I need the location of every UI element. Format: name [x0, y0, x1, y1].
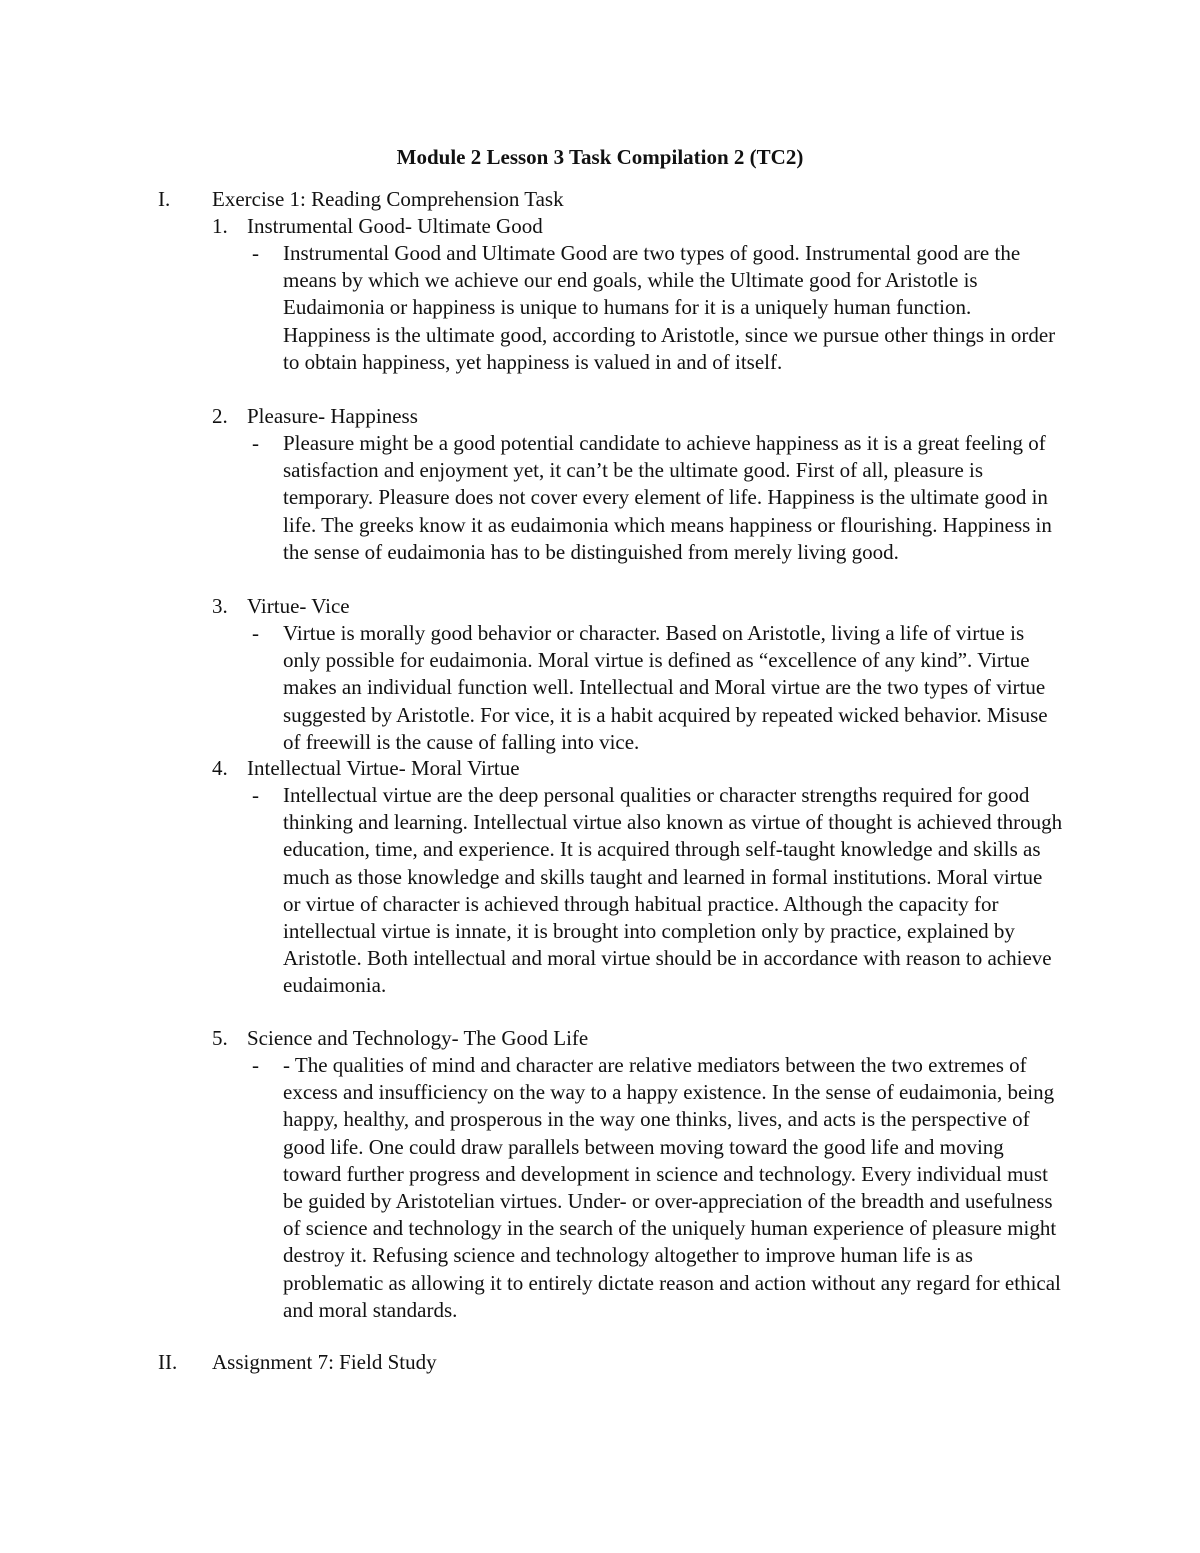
item-heading-text: Pleasure- Happiness [247, 404, 418, 428]
document-title: Module 2 Lesson 3 Task Compilation 2 (TC2) [396, 145, 804, 169]
bullet-paragraph: Intellectual virtue are the deep personal qualities or character strengths required for good thinking and learning. Intellectual virtue also known as virtue of thought is achieved through education, time, and experience. It is acquired through self-taught knowledge and skills as much as those knowledge and skills taught and learned in formal institutions. Moral virtue or virtue of character is achieved through habitual practice. Although the capacity for intellectual virtue is innate, it is brought into completion only by practice, explained by Aristotle. Both intellectual and moral virtue should be in accordance with reason to achieve eudaimonia. [283, 783, 1063, 998]
section-numeral: I. [158, 187, 171, 211]
bullet-dash: - [252, 783, 259, 807]
item-heading-text: Virtue- Vice [247, 594, 350, 618]
bullet-dash: - [252, 621, 259, 645]
bullet-paragraph: Pleasure might be a good potential candidate to achieve happiness as it is a great feeling of satisfaction and enjoyment yet, it can’t be the ultimate good. First of all, pleasure is temporary. Pleasure does not cover every element of life. Happiness is the ultimate good in life. The greeks know it as eudaimonia which means happiness or flourishing. Happiness in the sense of eudaimonia has to be distinguished from merely living good. [283, 431, 1052, 564]
item-number: 2. [212, 404, 228, 428]
section-heading-text: Assignment 7: Field Study [212, 1350, 437, 1374]
item-number: 3. [212, 594, 228, 618]
bullet-dash: - [252, 241, 259, 265]
section-heading-text: Exercise 1: Reading Comprehension Task [212, 187, 564, 211]
item-heading-text: Instrumental Good- Ultimate Good [247, 214, 543, 238]
item-heading-text: Intellectual Virtue- Moral Virtue [247, 756, 520, 780]
section-numeral: II. [158, 1350, 178, 1374]
item-number: 1. [212, 214, 228, 238]
bullet-paragraph: Virtue is morally good behavior or character. Based on Aristotle, living a life of virtue is only possible for eudaimonia. Moral virtue is defined as “excellence of any kind”. Virtue makes an individual function well. Intellectual and Moral virtue are the two types of virtue suggested by Aristotle. For vice, it is a habit acquired by repeated wicked behavior. Misuse of freewill is the cause of falling into vice. [283, 621, 1048, 754]
item-number: 5. [212, 1026, 228, 1050]
bullet-dash: - [252, 1053, 259, 1077]
bullet-paragraph: - The qualities of mind and character are relative mediators between the two extremes of excess and insufficiency on the way to a happy existence. In the sense of eudaimonia, being happy, healthy, and prosperous in the way one thinks, lives, and acts is the perspective of good life. One could draw parallels between moving toward the good life and moving toward further progress and development in science and technology. Every individual must be guided by Aristotelian virtues. Under- or over-appreciation of the breadth and usefulness of science and technology in the search of the uniquely human experience of pleasure might destroy it. Refusing science and technology altogether to improve human life is as problematic as allowing it to entirely dictate reason and action without any regard for ethical and moral standards. [283, 1053, 1061, 1322]
item-number: 4. [212, 756, 228, 780]
bullet-dash: - [252, 431, 259, 455]
item-heading-text: Science and Technology- The Good Life [247, 1026, 589, 1050]
bullet-paragraph: Instrumental Good and Ultimate Good are two types of good. Instrumental good are the means by which we achieve our end goals, while the Ultimate good for Aristotle is Eudaimonia or happiness is unique to humans for it is a uniquely human function. Happiness is the ultimate good, according to Aristotle, since we pursue other things in order to obtain happiness, yet happiness is valued in and of itself. [283, 241, 1056, 374]
